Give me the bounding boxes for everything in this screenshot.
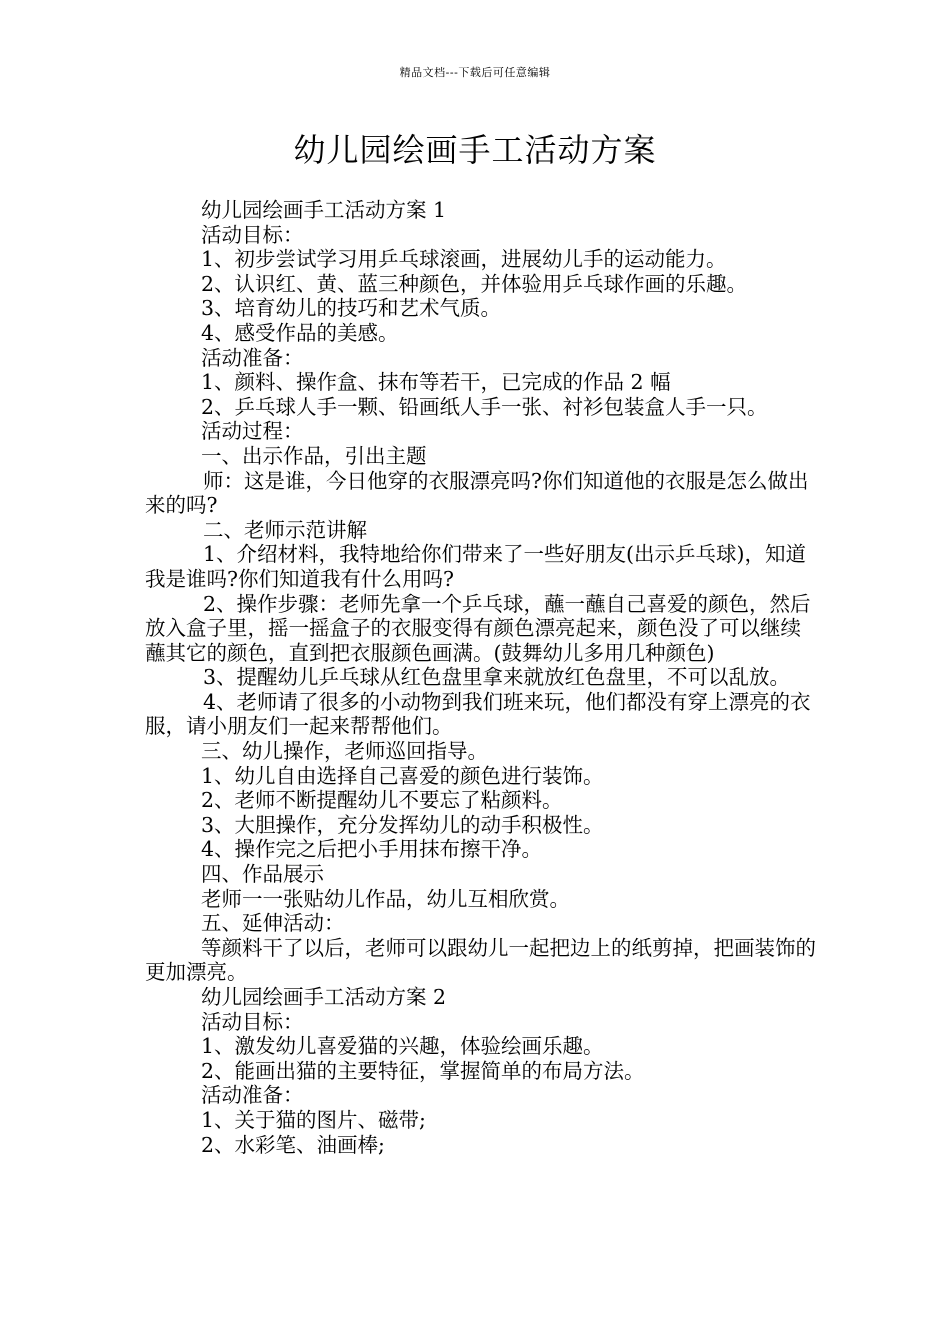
paragraph: 幼儿园绘画手工活动方案 2 [201,985,447,1009]
paragraph: 活动目标： [201,1009,304,1034]
paragraph: 老师一一张贴幼儿作品，幼儿互相欣赏。 [201,886,570,911]
paragraph: 等颜料干了以后，老师可以跟幼儿一起把边上的纸剪掉，把画装饰的更加漂亮。 [145,935,816,985]
paragraph: 1、初步尝试学习用乒乓球滚画，进展幼儿手的运动能力。 [201,247,727,272]
document-body [145,198,820,1157]
document-title: 幼儿园绘画手工活动方案 [293,131,657,169]
paragraph: 一、出示作品，引出主题 [201,443,427,468]
paragraph: 4、感受作品的美感。 [201,320,399,345]
paragraph: 2、认识红、黄、蓝三种颜色，并体验用乒乓球作画的乐趣。 [201,271,748,296]
paragraph: 4、老师请了很多的小动物到我们班来玩，他们都没有穿上漂亮的衣服，请小朋友们一起来帮帮他们。 [145,689,811,739]
paragraph: 2、能画出猫的主要特征，掌握简单的布局方法。 [201,1058,645,1083]
paragraph: 1、颜料、操作盒、抹布等若干，已完成的作品 2 幅 [201,370,671,395]
paragraph: 活动过程： [201,419,304,444]
paragraph: 四、作品展示 [201,862,324,887]
paragraph: 1、关于猫的图片、磁带; [201,1107,426,1132]
paragraph: 活动准备： [201,1083,304,1108]
paragraph: 二、老师示范讲解 [203,517,367,542]
paragraph: 3、大胆操作，充分发挥幼儿的动手积极性。 [201,812,604,837]
paragraph: 3、培育幼儿的技巧和艺术气质。 [201,296,502,321]
page-header: 精品文档---下载后可任意编辑 [399,66,551,79]
paragraph: 2、水彩笔、油画棒; [201,1132,385,1157]
paragraph: 1、激发幼儿喜爱猫的兴趣，体验绘画乐趣。 [201,1034,604,1059]
paragraph: 幼儿园绘画手工活动方案 1 [201,198,447,222]
paragraph: 3、提醒幼儿乒乓球从红色盘里拿来就放红色盘里，不可以乱放。 [203,665,791,690]
paragraph: 师：这是谁，今日他穿的衣服漂亮吗?你们知道他的衣服是怎么做出来的吗? [145,468,809,518]
paragraph: 1、介绍材料，我特地给你们带来了一些好朋友(出示乒乓球)，知道我是谁吗?你们知道我有什么用吗? [145,542,807,591]
paragraph: 2、老师不断提醒幼儿不要忘了粘颜料。 [201,788,563,813]
paragraph: 2、乒乓球人手一颗、铅画纸人手一张、衬衫包装盒人手一只。 [201,394,768,419]
paragraph: 活动准备： [201,345,304,370]
paragraph: 1、幼儿自由选择自己喜爱的颜色进行装饰。 [201,763,604,788]
paragraph: 三、幼儿操作，老师巡回指导。 [201,739,488,764]
paragraph: 五、延伸活动： [201,911,345,936]
paragraph: 4、操作完之后把小手用抹布擦干净。 [201,837,543,862]
paragraph: 2、操作步骤：老师先拿一个乒乓球，蘸一蘸自己喜爱的颜色，然后放入盒子里，摇一摇盒子的衣服变得有颜色漂亮起来，颜色没了可以继续蘸其它的颜色，直到把衣服颜色画满。(鼓舞幼儿多用几种颜色) [145,591,811,665]
paragraph: 活动目标： [201,222,304,247]
